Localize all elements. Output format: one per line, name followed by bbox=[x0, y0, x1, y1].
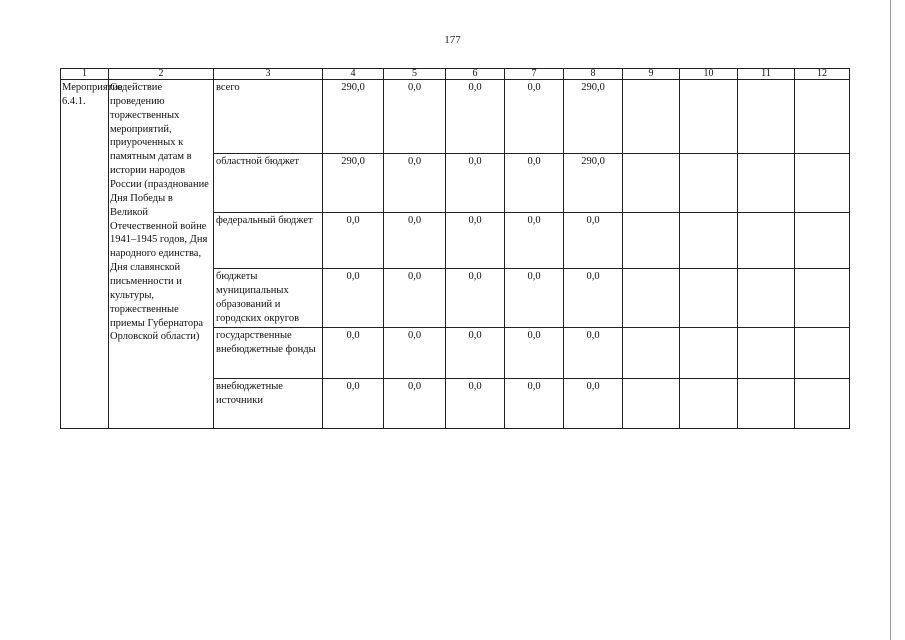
value-cell bbox=[795, 80, 850, 154]
column-number: 6 bbox=[446, 69, 505, 80]
value-cell bbox=[623, 213, 680, 269]
funding-source-cell: внебюджетные источники bbox=[214, 379, 323, 429]
value-cell bbox=[738, 80, 795, 154]
value-cell bbox=[680, 154, 738, 213]
value-cell: 290,0 bbox=[323, 80, 384, 154]
value-cell: 0,0 bbox=[323, 379, 384, 429]
value-cell: 0,0 bbox=[323, 269, 384, 328]
value-cell: 0,0 bbox=[505, 213, 564, 269]
value-cell bbox=[623, 154, 680, 213]
funding-source-cell: всего bbox=[214, 80, 323, 154]
value-cell: 0,0 bbox=[505, 269, 564, 328]
column-number: 11 bbox=[738, 69, 795, 80]
value-cell bbox=[623, 379, 680, 429]
value-cell: 0,0 bbox=[323, 328, 384, 379]
value-cell: 0,0 bbox=[446, 328, 505, 379]
value-cell: 0,0 bbox=[564, 328, 623, 379]
value-cell: 0,0 bbox=[505, 154, 564, 213]
value-cell bbox=[795, 328, 850, 379]
column-number: 3 bbox=[214, 69, 323, 80]
value-cell: 0,0 bbox=[505, 80, 564, 154]
value-cell: 0,0 bbox=[446, 269, 505, 328]
value-cell: 0,0 bbox=[505, 379, 564, 429]
value-cell: 0,0 bbox=[446, 213, 505, 269]
value-cell bbox=[680, 269, 738, 328]
funding-source-cell: бюджеты муниципальных образований и городских округов bbox=[214, 269, 323, 328]
measure-id-cell: Мероприятие 6.4.1. bbox=[61, 80, 109, 429]
value-cell: 0,0 bbox=[384, 213, 446, 269]
value-cell: 0,0 bbox=[384, 328, 446, 379]
scan-edge-line bbox=[890, 0, 891, 640]
value-cell bbox=[680, 213, 738, 269]
value-cell bbox=[738, 154, 795, 213]
value-cell: 0,0 bbox=[384, 154, 446, 213]
column-number: 1 bbox=[61, 69, 109, 80]
column-number: 4 bbox=[323, 69, 384, 80]
value-cell: 0,0 bbox=[384, 269, 446, 328]
value-cell: 0,0 bbox=[446, 379, 505, 429]
value-cell bbox=[795, 269, 850, 328]
column-number: 10 bbox=[680, 69, 738, 80]
budget-table-body bbox=[61, 69, 850, 429]
funding-source-cell: государственные внебюджетные фонды bbox=[214, 328, 323, 379]
measure-name-cell: Содействие проведению торжественных мероприятий, приуроченных к памятным датам в истории народов России (празднование Дня Победы в Великой Отечественной войне 1941–1945 годов, Дня народного единства, Дня славянской письменности и культуры, торжественные приемы Губернатора Орловской области) bbox=[109, 80, 214, 429]
funding-source-cell: федеральный бюджет bbox=[214, 213, 323, 269]
value-cell bbox=[680, 379, 738, 429]
value-cell bbox=[738, 379, 795, 429]
value-cell bbox=[738, 269, 795, 328]
page-number: 177 bbox=[444, 34, 461, 46]
value-cell bbox=[623, 80, 680, 154]
value-cell bbox=[623, 269, 680, 328]
value-cell bbox=[680, 328, 738, 379]
value-cell: 0,0 bbox=[323, 213, 384, 269]
value-cell bbox=[738, 328, 795, 379]
budget-table bbox=[60, 68, 850, 429]
column-number: 2 bbox=[109, 69, 214, 80]
funding-source-cell: областной бюджет bbox=[214, 154, 323, 213]
value-cell: 0,0 bbox=[564, 379, 623, 429]
column-number-row bbox=[61, 69, 850, 80]
value-cell: 0,0 bbox=[446, 80, 505, 154]
value-cell bbox=[680, 80, 738, 154]
value-cell: 0,0 bbox=[505, 328, 564, 379]
value-cell: 290,0 bbox=[564, 80, 623, 154]
table-row bbox=[61, 80, 850, 154]
value-cell: 0,0 bbox=[384, 379, 446, 429]
value-cell bbox=[795, 154, 850, 213]
value-cell bbox=[623, 328, 680, 379]
column-number: 12 bbox=[795, 69, 850, 80]
value-cell: 0,0 bbox=[446, 154, 505, 213]
value-cell: 0,0 bbox=[564, 269, 623, 328]
column-number: 8 bbox=[564, 69, 623, 80]
value-cell bbox=[795, 213, 850, 269]
column-number: 9 bbox=[623, 69, 680, 80]
value-cell bbox=[738, 213, 795, 269]
value-cell: 0,0 bbox=[384, 80, 446, 154]
value-cell bbox=[795, 379, 850, 429]
column-number: 7 bbox=[505, 69, 564, 80]
value-cell: 290,0 bbox=[564, 154, 623, 213]
value-cell: 0,0 bbox=[564, 213, 623, 269]
value-cell: 290,0 bbox=[323, 154, 384, 213]
column-number: 5 bbox=[384, 69, 446, 80]
